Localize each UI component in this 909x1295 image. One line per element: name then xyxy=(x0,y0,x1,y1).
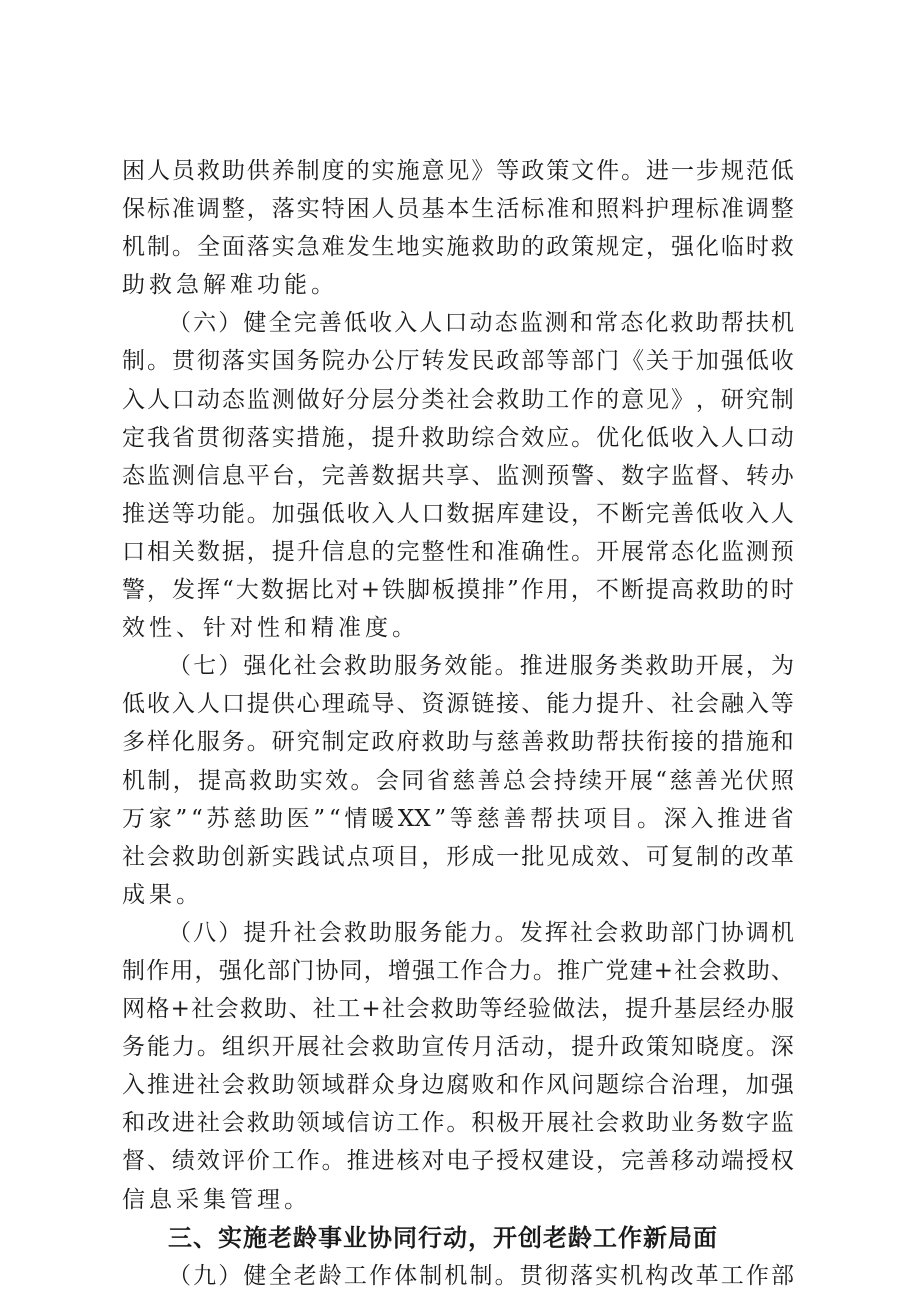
text-line: 务 能 力 。 组 织 开 展 社 会 救 助 宣 传 月 活 动 ， 提 升 政 策 知 晓 度 。 深 xyxy=(122,1034,794,1061)
text-line: 机 制 。 全 面 落 实 急 难 发 生 地 实 施 救 助 的 政 策 规 定 ， 强 化 临 时 救 xyxy=(122,234,794,261)
text-line: 低 收 入 人 口 提 供 心 理 疏 导 、 资 源 链 接 、 能 力 提 升 、 社 会 融 入 等 xyxy=(122,691,794,718)
text-line: 入 人 口 动 态 监 测 做 好 分 层 分 类 社 会 救 助 工 作 的 意 见 》 ， 研 究 制 xyxy=(122,386,794,413)
body-text xyxy=(122,152,794,1295)
text-line: 困 人 员 救 助 供 养 制 度 的 实 施 意 见 》 等 政 策 文 件 。 进 一 步 规 范 低 xyxy=(122,158,794,184)
text-line: （ 七 ） 强 化 社 会 救 助 服 务 效 能 。 推 进 服 务 类 救 助 开 展 ， 为 xyxy=(168,653,794,680)
text-line: 和 改 进 社 会 救 助 领 域 信 访 工 作 。 积 极 开 展 社 会 救 助 业 务 数 字 监 xyxy=(122,1110,794,1137)
text-line: 信息采集管理。 xyxy=(122,1186,311,1213)
text-line: 定 我 省 贯 彻 落 实 措 施 ， 提 升 救 助 综 合 效 应 。 优 化 低 收 入 人 口 动 xyxy=(122,424,794,451)
text-line: 万 家 ” “ 苏 慈 助 医 ” “ 情 暖 XX ” 等 慈 善 帮 扶 项 目 。 深 入 推 进 省 xyxy=(122,805,794,832)
text-line: 制 作 用 ， 强 化 部 门 协 同 ， 增 强 工 作 合 力 。 推 广 党 建 + 社 会 救 助 、 xyxy=(122,957,794,984)
text-line: 机 制 ， 提 高 救 助 实 效 。 会 同 省 慈 善 总 会 持 续 开 展 “ 慈 善 光 伏 照 xyxy=(122,767,794,794)
text-line: 助救急解难功能。 xyxy=(122,272,338,299)
text-line: 警 ， 发 挥 “ 大 数 据 比 对 + 铁 脚 板 摸 排 ” 作 用 ， 不 断 提 高 救 助 的 时 xyxy=(122,577,794,604)
text-line: 保 标 准 调 整 ， 落 实 特 困 人 员 基 本 生 活 标 准 和 照 料 护 理 标 准 调 整 xyxy=(122,196,794,223)
text-line: 社 会 救 助 创 新 实 践 试 点 项 目 ， 形 成 一 批 见 成 效 、 可 复 制 的 改 革 xyxy=(122,843,794,870)
text-line: 督 、 绩 效 评 价 工 作 。 推 进 核 对 电 子 授 权 建 设 ， 完 善 移 动 端 授 权 xyxy=(122,1148,794,1175)
text-line: （ 九 ） 健 全 老 龄 工 作 体 制 机 制 。 贯 彻 落 实 机 构 改 革 工 作 部 xyxy=(168,1262,794,1289)
text-line: 口 相 关 数 据 ， 提 升 信 息 的 完 整 性 和 准 确 性 。 开 展 常 态 化 监 测 预 xyxy=(122,538,794,565)
text-line: 效性、针对性和精准度。 xyxy=(122,615,419,642)
section-heading: 三、实施老龄事业协同行动，开创老龄工作新局面 xyxy=(168,1223,718,1252)
text-line: 网 格 + 社 会 救 助 、 社 工 + 社 会 救 助 等 经 验 做 法 ， 提 升 基 层 经 办 服 xyxy=(122,996,794,1023)
text-line: 推 送 等 功 能 。 加 强 低 收 入 人 口 数 据 库 建 设 ， 不 断 完 善 低 收 入 人 xyxy=(122,500,794,527)
text-line: （ 六 ） 健 全 完 善 低 收 入 人 口 动 态 监 测 和 常 态 化 救 助 帮 扶 机 xyxy=(168,310,794,337)
text-line: 多 样 化 服 务 。 研 究 制 定 政 府 救 助 与 慈 善 救 助 帮 扶 衔 接 的 措 施 和 xyxy=(122,729,794,756)
text-line: 入 推 进 社 会 救 助 领 域 群 众 身 边 腐 败 和 作 风 问 题 综 合 治 理 ， 加 强 xyxy=(122,1072,794,1099)
text-line: （ 八 ） 提 升 社 会 救 助 服 务 能 力 。 发 挥 社 会 救 助 部 门 协 调 机 xyxy=(168,919,794,946)
text-line: 成果。 xyxy=(122,881,203,908)
text-line: 态 监 测 信 息 平 台 ， 完 善 数 据 共 享 、 监 测 预 警 、 数 字 监 督 、 转 办 xyxy=(122,462,794,489)
text-line: 制 。 贯 彻 落 实 国 务 院 办 公 厅 转 发 民 政 部 等 部 门 《 关 于 加 强 低 收 xyxy=(122,348,794,375)
